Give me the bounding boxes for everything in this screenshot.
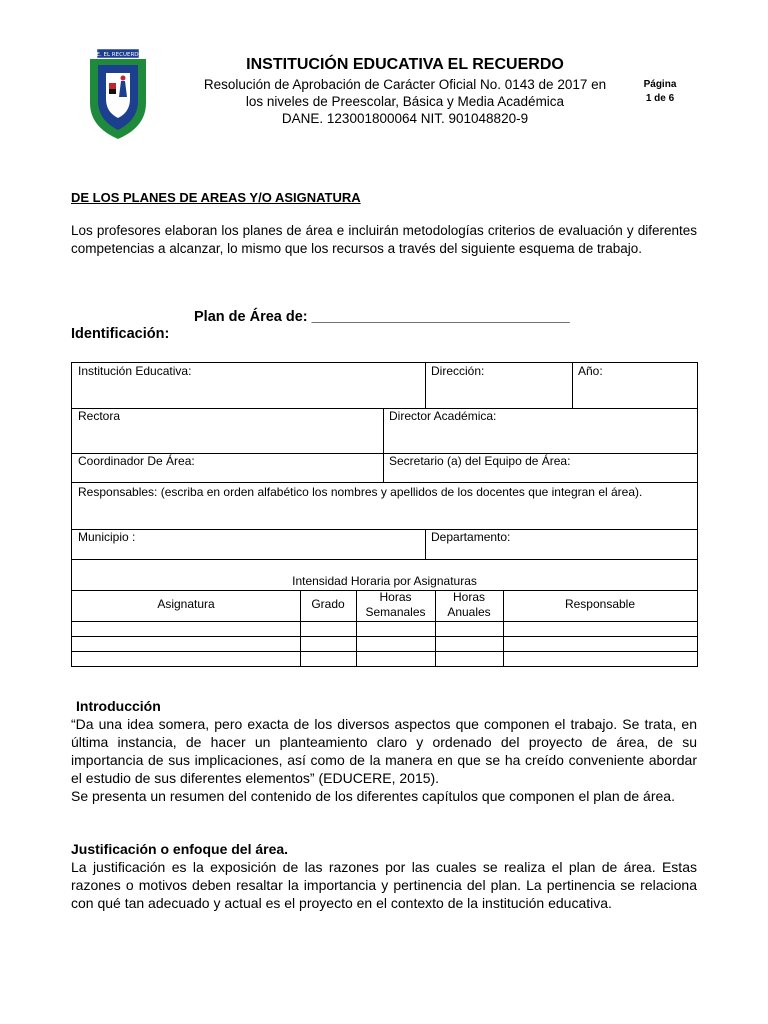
- field-coordinador: Coordinador De Área:: [78, 454, 195, 468]
- intensidad-heading: Intensidad Horaria por Asignaturas: [292, 574, 477, 588]
- svg-text:I.E. EL RECUERDO: I.E. EL RECUERDO: [93, 52, 143, 58]
- section-title: DE LOS PLANES DE AREAS Y/O ASIGNATURA: [71, 190, 361, 205]
- section-paragraph: Los profesores elaboran los planes de área e incluirán metodologías criterios de evaluación y diferentes competencias a alcanzar, lo mismo que los recursos a través del siguiente esquema de trabajo.: [71, 223, 697, 256]
- field-anio: Año:: [578, 364, 603, 378]
- institution-title: INSTITUCIÓN EDUCATIVA EL RECUERDO: [246, 56, 564, 73]
- introduccion-paragraph-2: Se presenta un resumen del contenido de los diferentes capítulos que componen el plan de área.: [71, 788, 675, 804]
- introduccion-heading: Introducción: [76, 698, 161, 714]
- identification-heading: Identificación:: [71, 326, 170, 342]
- justificacion-paragraph: La justificación es la exposición de las razones por las cuales se realiza el plan de área. Estas razones o motivos deben resaltar la importancia y pertinencia del plan. La pertinencia se relaciona con qué tan adecuado y actual es el proyecto en el contexto de la institución educativa.: [71, 859, 697, 911]
- school-logo: [70, 45, 166, 143]
- page-number: 1 de 6: [645, 93, 675, 104]
- page-label: Página: [643, 79, 677, 90]
- field-municipio: Municipio :: [78, 530, 136, 544]
- resolution-line: Resolución de Aprobación de Carácter Oficial No. 0143 de 2017 en: [203, 77, 607, 92]
- field-director: Director Académica:: [389, 409, 497, 423]
- column-asignatura: Asignatura: [157, 597, 215, 611]
- justificacion-heading: Justificación o enfoque del área.: [71, 841, 289, 857]
- introduccion-paragraph-1: “Da una idea somera, pero exacta de los diversos aspectos que componen el trabajo. Se trata, en última instancia, de hacer un planteamiento claro y ordenado del proyecto de área, de su importancia de sus implicaciones, así como de la manera en que se ha creído conveniente abordar el estudio de sus diferentes elementos” (EDUCERE, 2015).: [71, 716, 697, 786]
- levels-line: los niveles de Preescolar, Básica y Media Académica: [245, 94, 565, 109]
- field-institucion: Institución Educativa:: [78, 364, 192, 378]
- dane-nit-line: DANE. 123001800064 NIT. 901048820-9: [281, 111, 529, 126]
- plan-title: Plan de Área de: ________________________________: [194, 309, 570, 325]
- identification-form: [71, 362, 698, 667]
- field-departamento: Departamento:: [431, 530, 511, 544]
- field-rectora: Rectora: [78, 409, 121, 423]
- column-horas-anuales: Horas Anuales: [447, 590, 491, 619]
- column-horas-semanales: Horas Semanales: [365, 590, 426, 619]
- field-secretario: Secretario (a) del Equipo de Área:: [389, 454, 571, 468]
- field-responsables: Responsables: (escriba en orden alfabético los nombres y apellidos de los docentes que integran el área).: [78, 485, 643, 499]
- column-responsable: Responsable: [564, 597, 636, 611]
- column-grado: Grado: [311, 597, 345, 611]
- field-direccion: Dirección:: [431, 364, 485, 378]
